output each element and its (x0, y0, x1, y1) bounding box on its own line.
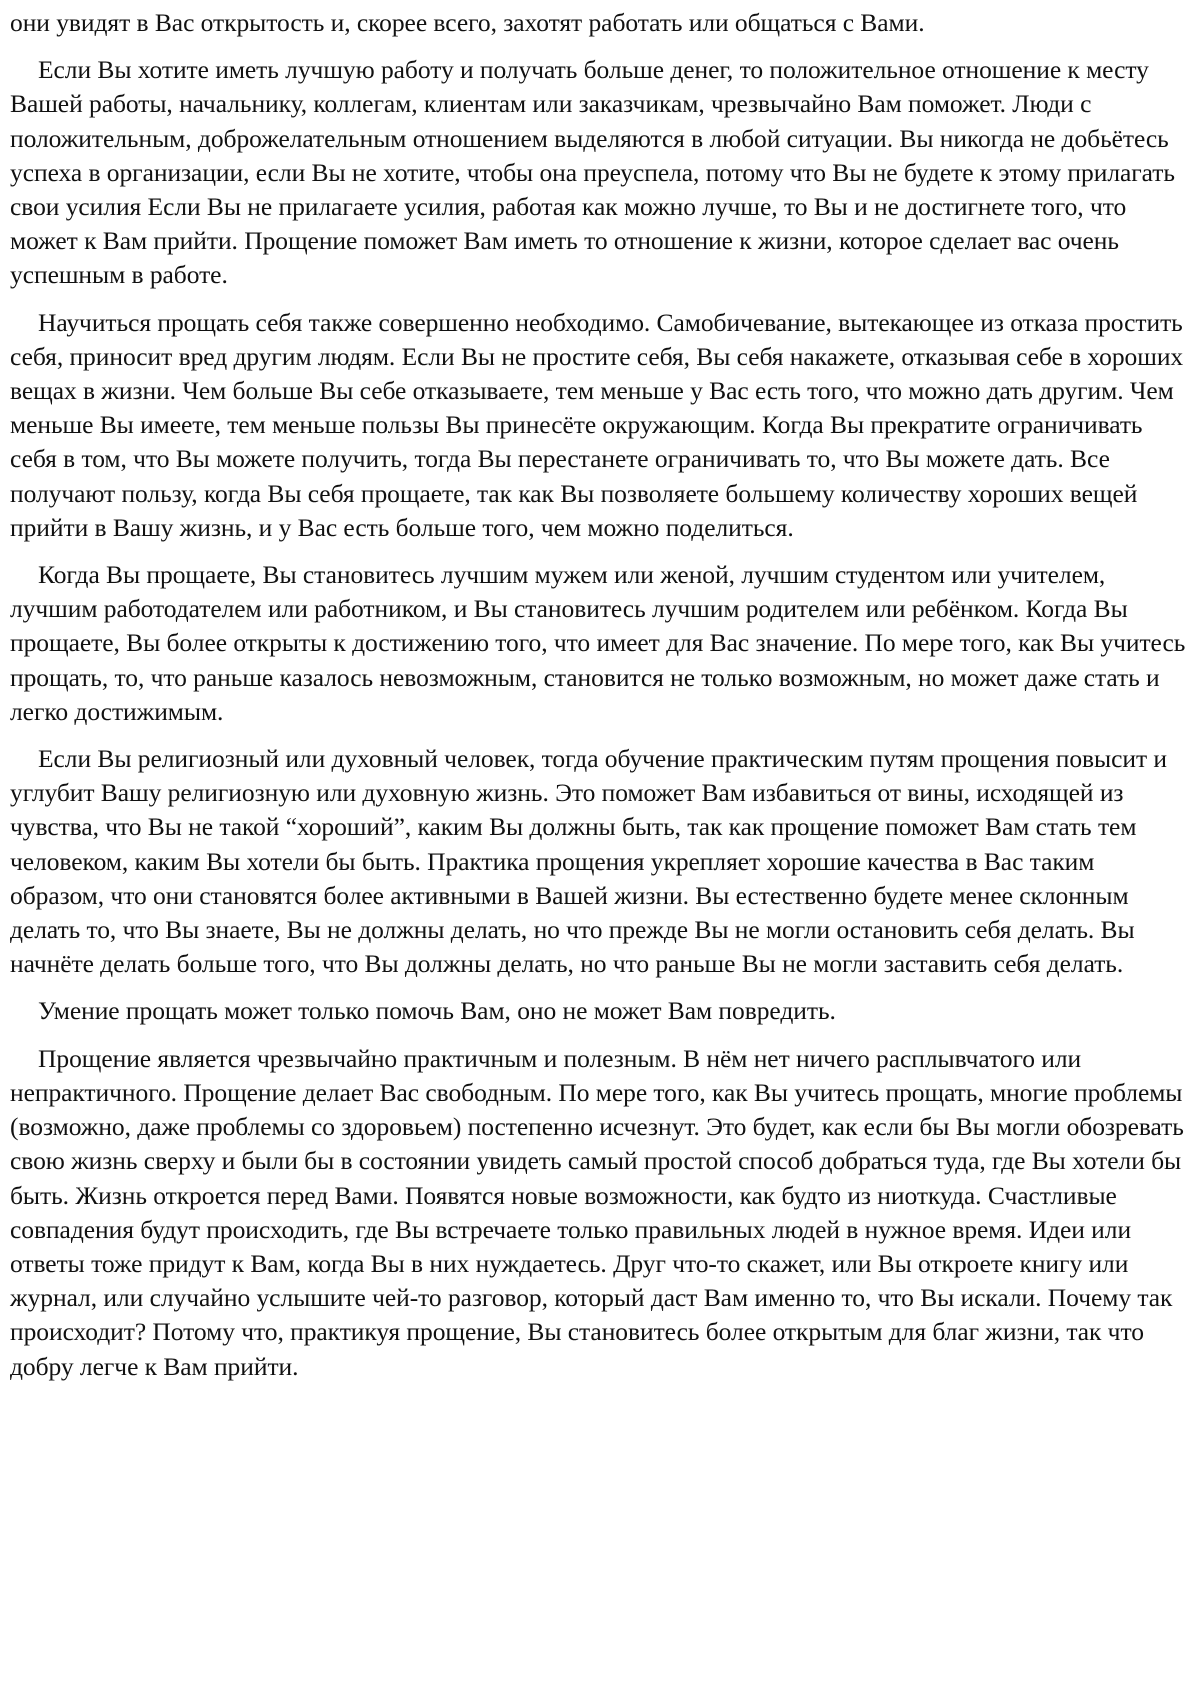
paragraph-practical-forgiveness: Прощение является чрезвычайно практичным и полезным. В нём нет ничего расплывчатого или непрактичного. Прощение делает Вас свободным. По мере того, как Вы учитесь прощать, многие проблемы (возможно, даже проблемы со здоровьем) постепенно исчезнут. Это будет, как если бы Вы могли обозревать свою жизнь сверху и были бы в состоянии увидеть самый простой способ добраться туда, где Вы хотели бы быть. Жизнь откроется перед Вами. Появятся новые возможности, как будто из ниоткуда. Счастливые совпадения будут происходить, где Вы встречаете только правильных людей в нужное время. Идеи или ответы тоже придут к Вам, когда Вы в них нуждаетесь. Друг что-то скажет, или Вы откроете книгу или журнал, или случайно услышите чей-то разговор, который даст Вам именно то, что Вы искали. Почему так происходит? Потому что, практикуя прощение, Вы становитесь более открытым для благ жизни, так что добру легче к Вам прийти. (10, 1043, 1184, 1381)
document-page (10, 6, 1190, 1397)
paragraph-spiritual-life: Если Вы религиозный или духовный человек, тогда обучение практическим путям прощения повысит и углубит Вашу религиозную или духовную жизнь. Это поможет Вам избавиться от вины, исходящей из чувства, что Вы не такой “хороший”, каким Вы должны быть, так как прощение поможет Вам стать тем человеком, каким Вы хотели бы быть. Практика прощения укрепляет хорошие качества в Вас таким образом, что они становятся более активными в Вашей жизни. Вы естественно будете менее склонным делать то, что Вы знаете, Вы не должны делать, но что прежде Вы не могли остановить себя делать. Вы начнёте делать больше того, что Вы должны делать, но что раньше Вы не могли заставить себя делать. (10, 744, 1167, 979)
paragraph-self-forgiveness: Научиться прощать себя также совершенно необходимо. Самобичевание, вытекающее из отказа простить себя, приносит вред другим людям. Если Вы не простите себя, Вы себя накажете, отказывая себе в хороших вещах в жизни. Чем больше Вы себе отказываете, тем меньше у Вас есть того, что можно дать другим. Чем меньше Вы имеете, тем меньше пользы Вы принесёте окружающим. Когда Вы прекратите ограничивать себя в том, что Вы можете получить, тогда Вы перестанете ограничивать то, что Вы можете дать. Все получают пользу, когда Вы себя прощаете, так как Вы позволяете большему количеству хороших вещей прийти в Вашу жизнь, и у Вас есть больше того, чем можно поделиться. (10, 307, 1184, 542)
paragraph-work-attitude: Если Вы хотите иметь лучшую работу и получать больше денег, то положительное отношение к месту Вашей работы, начальнику, коллегам, клиентам или заказчикам, чрезвычайно Вам поможет. Люди с положительным, доброжелательным отношением выделяются в любой ситуации. Вы никогда не добьётесь успеха в организации, если Вы не хотите, чтобы она преуспела, потому что Вы не будете к этому прилагать свои усилия Если Вы не прилагаете усилия, работая как можно лучше, то Вы и не достигнете того, что может к Вам прийти. Прощение поможет Вам иметь то отношение к жизни, которое сделает вас очень успешным в работе. (10, 55, 1175, 290)
paragraph-continuation: они увидят в Вас открытость и, скорее всего, захотят работать или общаться с Вами. (10, 8, 925, 37)
paragraph-better-roles: Когда Вы прощаете, Вы становитесь лучшим мужем или женой, лучшим студентом или учителем, лучшим работодателем или работником, и Вы становитесь лучшим родителем или ребёнком. Когда Вы прощаете, Вы более открыты к достижению того, что имеет для Вас значение. По мере того, как Вы учитесь прощать, то, что раньше казалось невозможным, становится не только возможным, но может даже стать и легко достижимым. (10, 560, 1186, 726)
paragraph-only-helps: Умение прощать может только помочь Вам, оно не может Вам повредить. (38, 996, 836, 1026)
